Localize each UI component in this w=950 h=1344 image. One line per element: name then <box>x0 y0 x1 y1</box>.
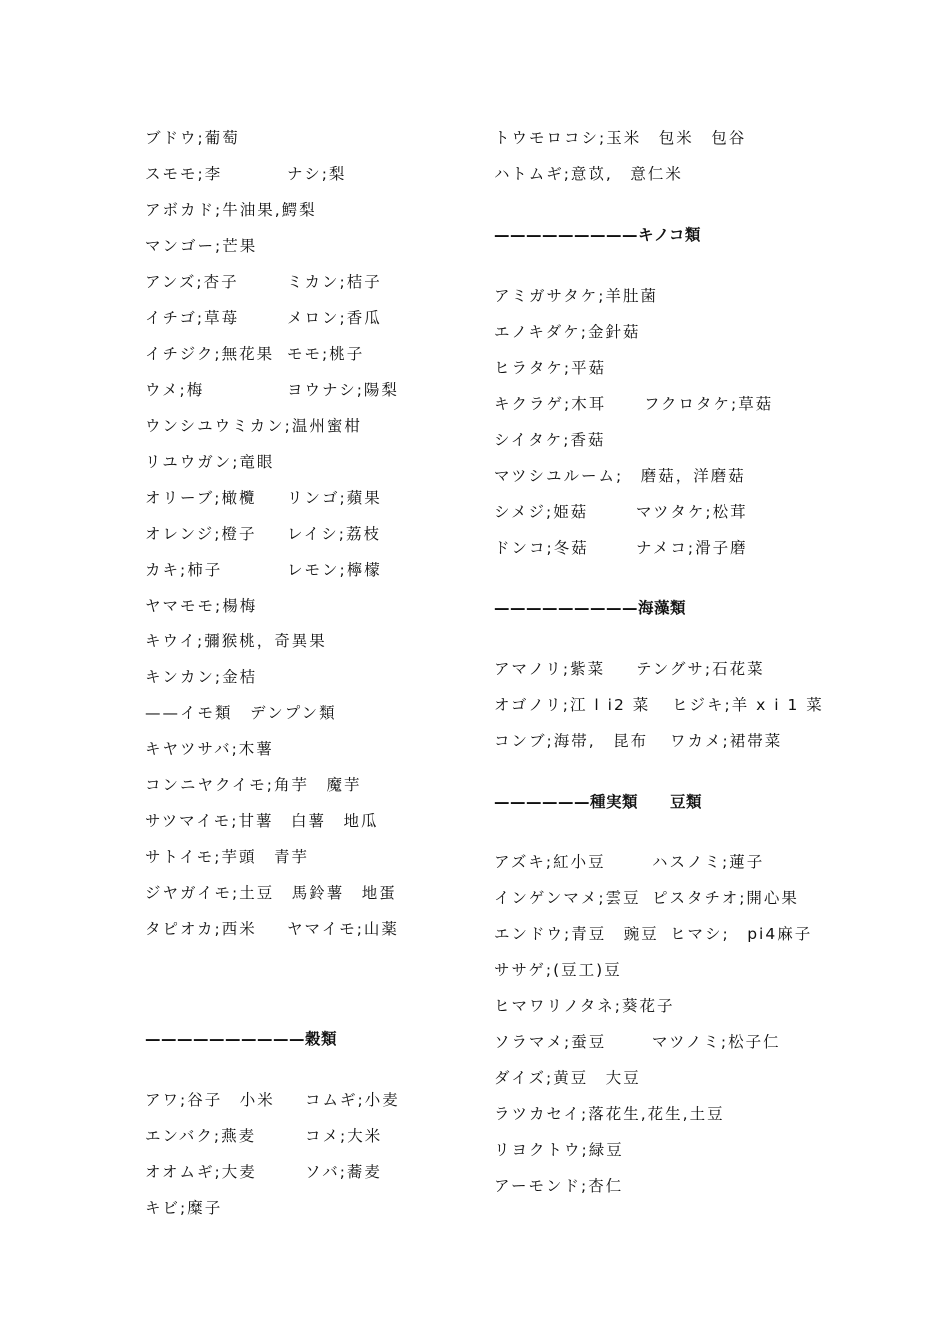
section-heading-text: ——————種実類 豆類 <box>494 793 703 811</box>
glossary-line <box>145 596 257 616</box>
glossary-entry: サツマイモ;甘薯 白薯 地瓜 <box>145 812 379 830</box>
glossary-line <box>145 847 309 867</box>
glossary-line <box>145 380 399 400</box>
glossary-line <box>145 1162 382 1182</box>
glossary-entry: マンゴー;芒果 <box>145 237 258 255</box>
glossary-line <box>494 1140 624 1160</box>
glossary-entry-secondary: レイシ;荔枝 <box>287 525 381 543</box>
glossary-entry: ハトムギ;意苡, 意仁米 <box>494 165 683 183</box>
glossary-line <box>145 272 382 292</box>
glossary-line <box>494 659 765 679</box>
glossary-entry-secondary: コムギ;小麦 <box>305 1091 400 1109</box>
glossary-line <box>145 164 347 184</box>
glossary-entry: シイタケ;香菇 <box>494 431 606 449</box>
glossary-line <box>494 502 748 522</box>
glossary-entry-secondary: ナシ;梨 <box>287 165 347 183</box>
glossary-entry: キンカン;金桔 <box>145 668 258 686</box>
glossary-entry-secondary: モモ;桃子 <box>287 345 365 363</box>
section-heading-text: ——————————穀類 <box>145 1030 338 1048</box>
glossary-entry: コンブ;海帯, 昆布 <box>494 732 649 750</box>
glossary-entry-secondary: ヒマシ; pi4麻子 <box>670 925 813 943</box>
glossary-entry: リヨクトウ;緑豆 <box>494 1141 624 1159</box>
glossary-entry: オゴノリ;江 l i2 菜 <box>494 696 651 714</box>
glossary-line <box>494 322 640 342</box>
glossary-entry-secondary: ヤマイモ;山薬 <box>287 920 399 938</box>
glossary-line <box>145 811 378 831</box>
glossary-entry: キヤツサバ;木薯 <box>145 740 274 758</box>
glossary-line <box>494 996 675 1016</box>
glossary-entry: ソラマメ;蚕豆 <box>494 1033 607 1051</box>
glossary-entry: オオムギ;大麦 <box>145 1163 257 1181</box>
glossary-line <box>494 1032 781 1052</box>
glossary-line <box>494 286 658 306</box>
glossary-line <box>494 1068 641 1088</box>
glossary-entry: サトイモ;芋頭 青芋 <box>145 848 309 866</box>
glossary-entry-secondary: ミカン;桔子 <box>287 273 382 291</box>
glossary-entry: キウイ;彌猴桃，奇異果 <box>145 632 327 650</box>
glossary-entry-secondary: ナメコ;滑子磨 <box>636 539 748 557</box>
glossary-entry-secondary: ソバ;蕎麦 <box>305 1163 382 1181</box>
glossary-line <box>145 1198 222 1218</box>
glossary-entry: アズキ;紅小豆 <box>494 853 606 871</box>
glossary-entry: タピオカ;西米 <box>145 920 257 938</box>
glossary-line <box>494 924 813 944</box>
glossary-line <box>145 739 274 759</box>
glossary-line <box>145 236 257 256</box>
glossary-entry-secondary: テングサ;石花菜 <box>636 660 765 678</box>
glossary-entry-secondary: ピスタチオ;開心果 <box>652 889 799 907</box>
glossary-line <box>145 560 382 580</box>
glossary-entry-secondary: フクロタケ;草菇 <box>644 395 774 413</box>
glossary-entry: リユウガン;竜眼 <box>145 453 275 471</box>
glossary-entry-secondary: メロン;香瓜 <box>287 309 382 327</box>
glossary-entry: ジヤガイモ;土豆 馬鈴薯 地蛋 <box>145 884 397 902</box>
glossary-entry: エノキダケ;金針菇 <box>494 323 641 341</box>
glossary-line <box>145 308 382 328</box>
glossary-entry: ウメ;梅 <box>145 381 205 399</box>
glossary-line <box>145 524 381 544</box>
glossary-line <box>145 667 257 687</box>
glossary-entry: アマノリ;紫菜 <box>494 660 606 678</box>
glossary-entry: オレンジ;橙子 <box>145 525 257 543</box>
glossary-line <box>145 703 337 723</box>
glossary-line <box>494 538 748 558</box>
glossary-line <box>494 358 606 378</box>
glossary-entry: オリーブ;橄欖 <box>145 489 257 507</box>
glossary-entry-secondary: ワカメ;裙帯菜 <box>670 732 783 750</box>
glossary-line <box>145 775 361 795</box>
glossary-entry: カキ;柿子 <box>145 561 223 579</box>
glossary-entry-secondary: リンゴ;蘋果 <box>287 489 382 507</box>
glossary-line <box>494 466 746 486</box>
glossary-line <box>494 1176 623 1196</box>
glossary-entry: インゲンマメ;雲豆 <box>494 889 641 907</box>
section-heading-text: —————————キノコ類 <box>494 226 701 244</box>
section-heading <box>494 792 702 812</box>
glossary-line <box>494 695 824 715</box>
glossary-entry: キビ;糜子 <box>145 1199 223 1217</box>
glossary-line <box>494 430 605 450</box>
glossary-entry: ブドウ;葡萄 <box>145 129 240 147</box>
glossary-entry-secondary: ハスノミ;蓮子 <box>652 853 765 871</box>
glossary-line <box>145 452 274 472</box>
section-heading <box>494 225 701 245</box>
glossary-line <box>145 344 365 364</box>
section-heading <box>494 598 686 618</box>
glossary-line <box>494 888 799 908</box>
glossary-line <box>145 488 382 508</box>
glossary-entry-secondary: ヒジキ;羊 x i 1 菜 <box>672 696 824 714</box>
glossary-entry-secondary: レモン;檸檬 <box>287 561 382 579</box>
glossary-entry: アワ;谷子 小米 <box>145 1091 275 1109</box>
glossary-line <box>145 919 399 939</box>
glossary-line <box>494 394 774 414</box>
glossary-line <box>494 164 683 184</box>
glossary-line <box>145 128 240 148</box>
section-heading <box>145 1029 337 1049</box>
glossary-entry: ヒマワリノタネ;葵花子 <box>494 997 675 1015</box>
glossary-entry: ダイズ;黄豆 大豆 <box>494 1069 641 1087</box>
glossary-entry: ヒラタケ;平菇 <box>494 359 607 377</box>
glossary-entry: ヤマモモ;楊梅 <box>145 597 258 615</box>
glossary-line <box>494 852 765 872</box>
glossary-entry: コンニヤクイモ;角芋 魔芋 <box>145 776 362 794</box>
glossary-line <box>494 128 746 148</box>
glossary-entry: イチジク;無花果 <box>145 345 275 363</box>
glossary-line <box>494 731 783 751</box>
glossary-entry: トウモロコシ;玉米 包米 包谷 <box>494 129 747 147</box>
glossary-line <box>494 1104 725 1124</box>
glossary-entry: イチゴ;草苺 <box>145 309 240 327</box>
glossary-entry: マツシユルーム; 磨菇，洋磨菇 <box>494 467 746 485</box>
glossary-line <box>145 631 327 651</box>
glossary-entry: ——イモ類 デンプン類 <box>145 704 337 722</box>
glossary-entry: ウンシユウミカン;温州蜜柑 <box>145 417 362 435</box>
glossary-entry-secondary: マツノミ;松子仁 <box>652 1033 781 1051</box>
glossary-entry: スモモ;李 <box>145 165 223 183</box>
glossary-entry-secondary: ヨウナシ;陽梨 <box>287 381 399 399</box>
glossary-entry-secondary: マツタケ;松茸 <box>636 503 748 521</box>
glossary-entry: シメジ;姫菇 <box>494 503 589 521</box>
glossary-line <box>145 1126 383 1146</box>
glossary-line <box>145 883 397 903</box>
glossary-entry: ラツカセイ;落花生,花生,土豆 <box>494 1105 725 1123</box>
glossary-entry: ドンコ;冬菇 <box>494 539 589 557</box>
glossary-line <box>494 960 622 980</box>
glossary-entry: アボカド;牛油果,鰐梨 <box>145 201 317 219</box>
glossary-entry: アーモンド;杏仁 <box>494 1177 624 1195</box>
glossary-entry: ササゲ;(豆工)豆 <box>494 961 622 979</box>
glossary-line <box>145 416 362 436</box>
glossary-line <box>145 200 317 220</box>
glossary-entry: キクラゲ;木耳 <box>494 395 607 413</box>
glossary-entry-secondary: コメ;大米 <box>305 1127 383 1145</box>
glossary-entry: アンズ;杏子 <box>145 273 239 291</box>
glossary-entry: エンドウ;青豆 豌豆 <box>494 925 659 943</box>
glossary-line <box>145 1090 400 1110</box>
section-heading-text: —————————海藻類 <box>494 599 687 617</box>
glossary-entry: エンバク;燕麦 <box>145 1127 257 1145</box>
glossary-entry: アミガサタケ;羊肚菌 <box>494 287 658 305</box>
